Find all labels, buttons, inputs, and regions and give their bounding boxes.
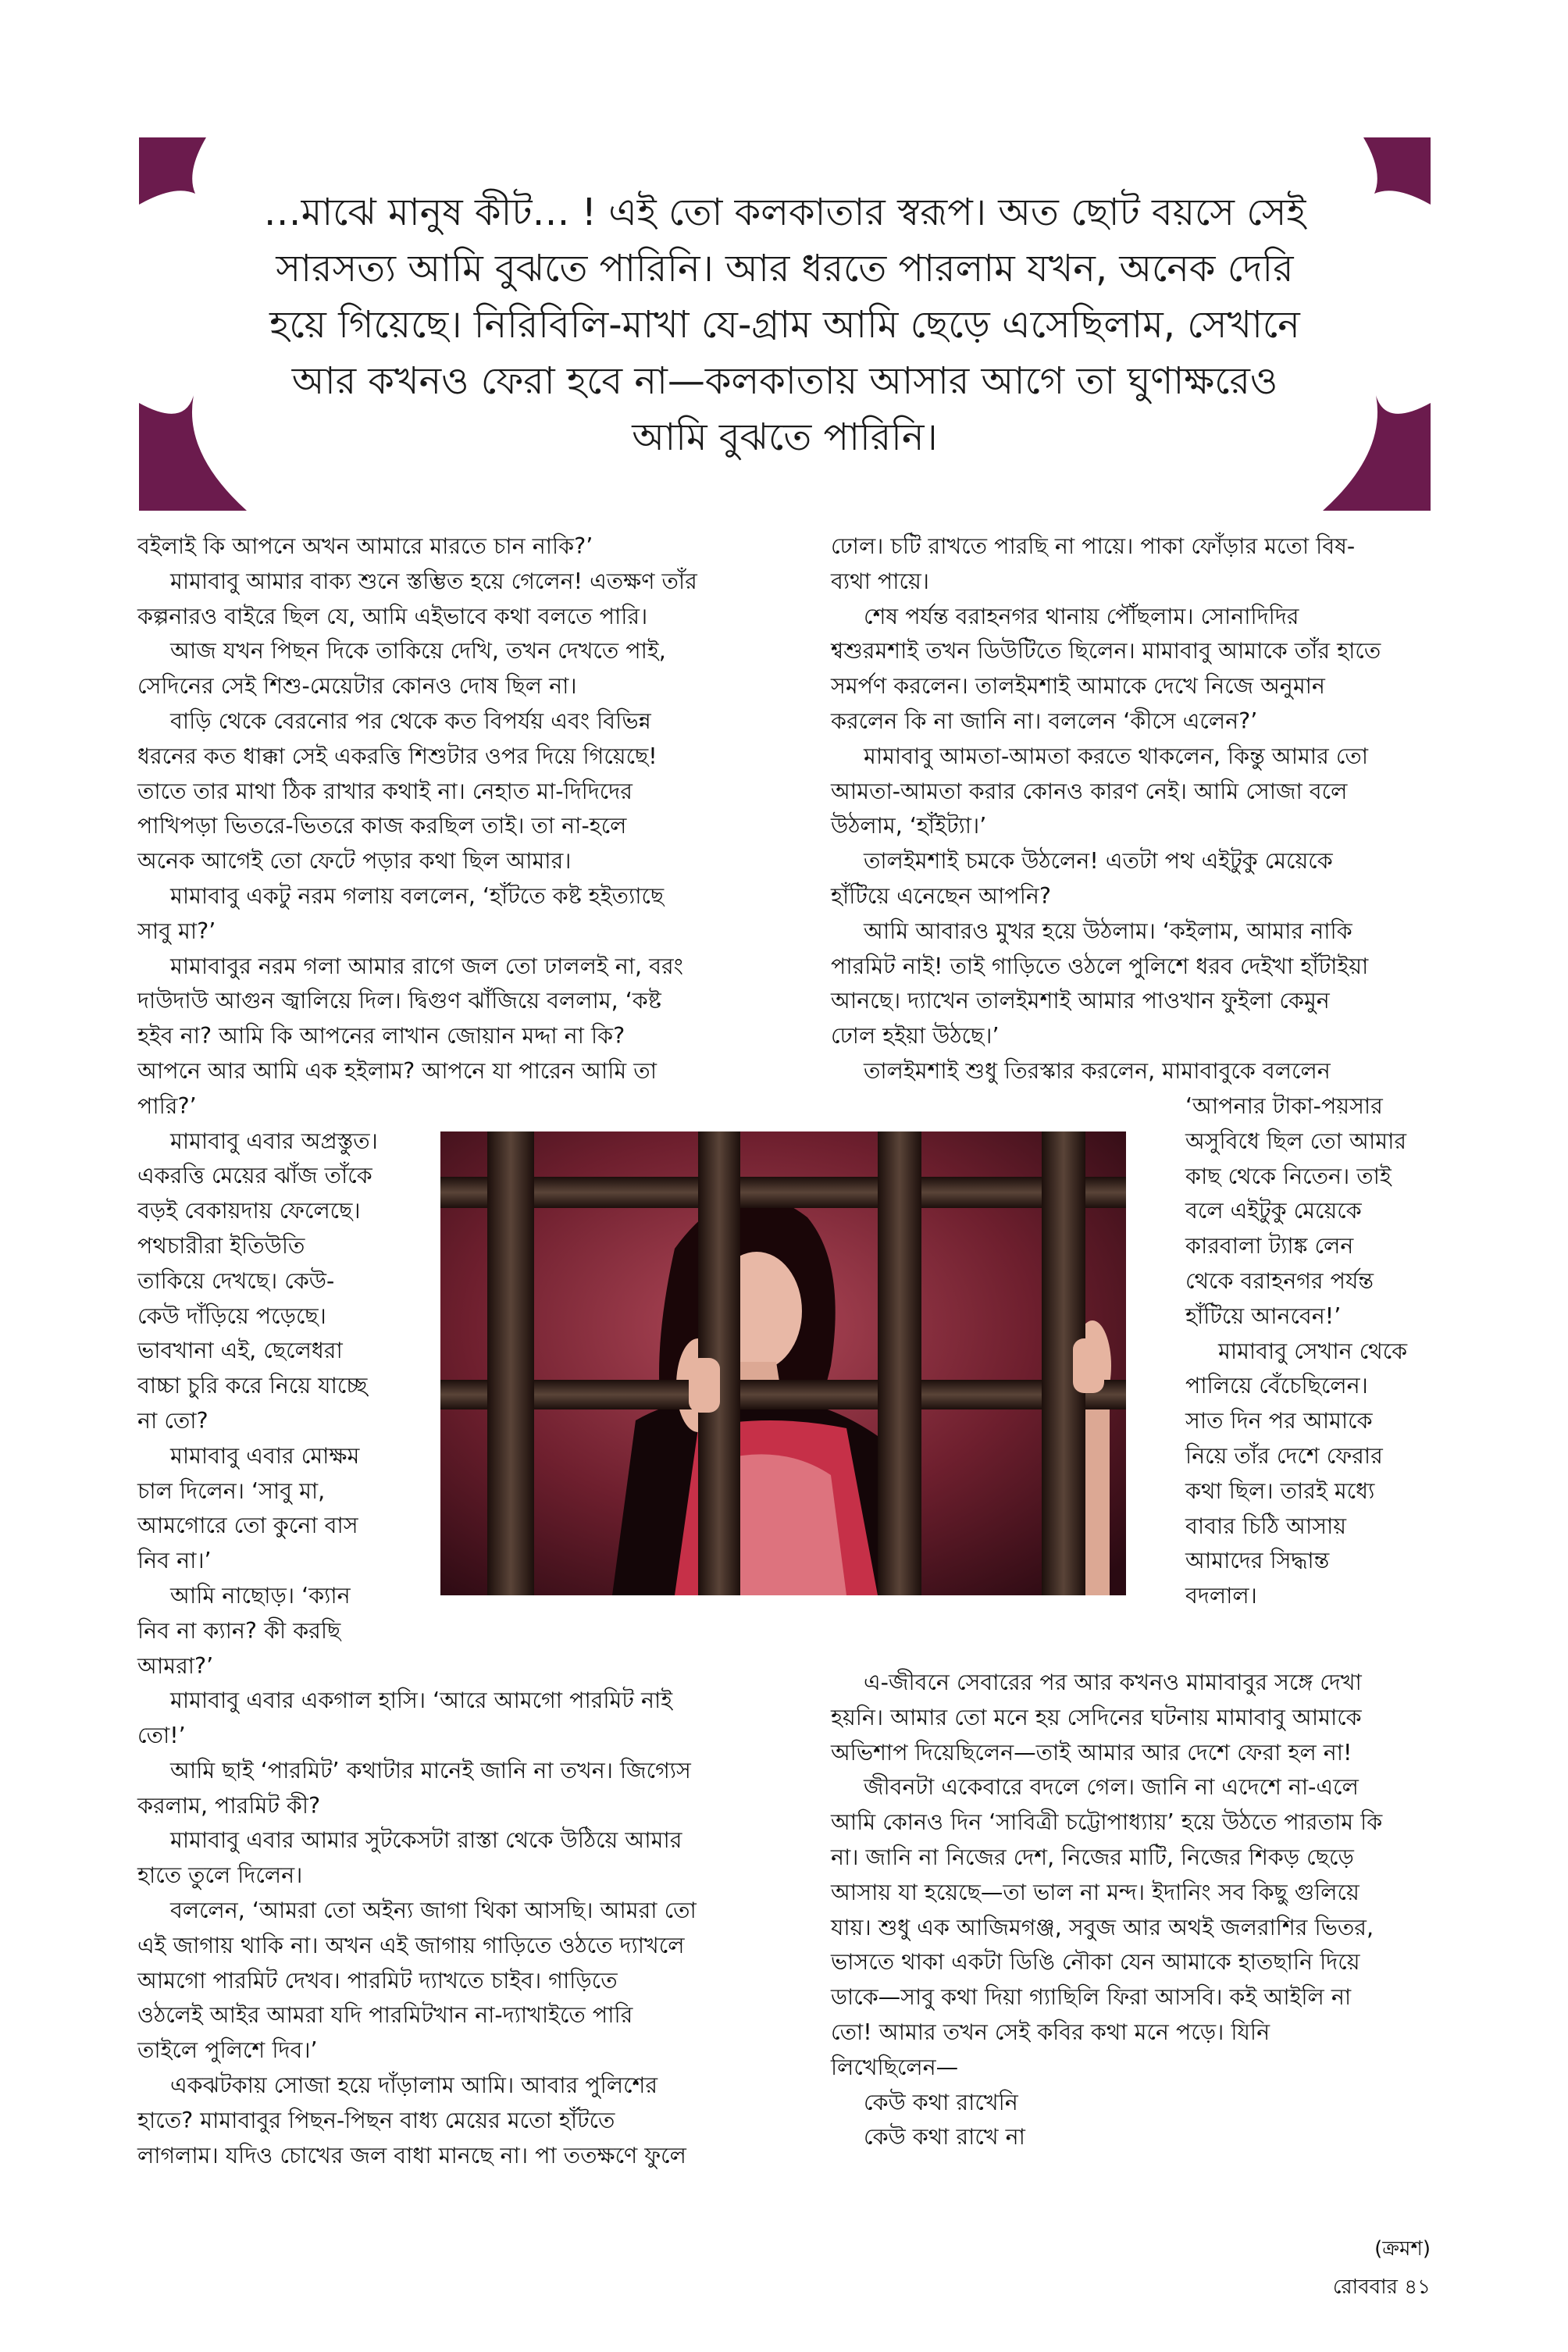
text-line: হয়নি। আমার তো মনে হয় সেদিনের ঘটনায় মামাবাবু আমাকে	[831, 1704, 1362, 1730]
text-line: বাবার চিঠি আসায়	[1185, 1513, 1347, 1539]
text-line: ঢোল। চটি রাখতে পারছি না পায়ে। পাকা ফোঁড়ার মতো বিষ-	[831, 533, 1356, 559]
text-line: একঝটকায় সোজা হয়ে দাঁড়ালাম আমি। আবার পুলিশের	[170, 2072, 658, 2099]
text-line: নিব না।’	[137, 1548, 212, 1574]
page-folio: রোববার ৪১	[1332, 2275, 1431, 2299]
text-line: মামাবাবু আমার বাক্য শুনে স্তম্ভিত হয়ে গেলেন! এতক্ষণ তাঁর	[170, 568, 697, 594]
text-line: কথা ছিল। তারই মধ্যে	[1185, 1477, 1375, 1504]
text-line: থেকে বরাহনগর পর্যন্ত	[1185, 1267, 1374, 1294]
text-line: বড়ই বেকায়দায় ফেলেছে।	[137, 1198, 361, 1224]
text-line: মামাবাবু আমতা-আমতা করতে থাকলেন, কিন্তু আমার তো	[864, 743, 1369, 769]
text-line: মামাবাবু এবার অপ্রস্তুত।	[170, 1128, 378, 1154]
text-line: বদলাল।	[1185, 1583, 1257, 1609]
text-line: আমি কোনও দিন ‘সাবিত্রী চট্টোপাধ্যায়’ হয়ে উঠতে পারতাম কি	[831, 1809, 1383, 1836]
text-line: আমতা-আমতা করার কোনও কারণ নেই। আমি সোজা বলে	[831, 778, 1348, 804]
text-line: মামাবাবু একটু নরম গলায় বললেন, ‘হাঁটতে কষ্ট হইত্যাছে	[170, 882, 665, 909]
text-line: মামাবাবু এবার মোক্ষম	[170, 1442, 360, 1469]
text-line: তাইলে পুলিশে দিব।’	[137, 2037, 318, 2064]
text-line: আজ যখন পিছন দিকে তাকিয়ে দেখি, তখন দেখতে পাই,	[170, 638, 666, 665]
text-line: লিখেছিলেন—	[831, 2054, 959, 2080]
text-line: পারি?’	[137, 1092, 197, 1119]
text-line: বাড়ি থেকে বেরনোর পর থেকে কত বিপর্যয় এবং বিভিন্ন	[170, 707, 651, 734]
continued-label: (ক্রমশ)	[1374, 2237, 1431, 2261]
right-column-lower	[831, 1666, 1440, 2155]
text-line: আপনে আর আমি এক হইলাম? আপনে যা পারেন আমি তা	[137, 1057, 657, 1084]
vertical-bar-1	[487, 1131, 534, 1595]
pull-quote-line: সারসত্য আমি বুঝতে পারিনি। আর ধরতে পারলাম যখন, অনেক দেরি	[276, 247, 1294, 290]
text-line: ডাকে—সাবু কথা দিয়া গ্যাছিলি ফিরা আসবি। কই আইলি না	[831, 1984, 1352, 2011]
text-line: কেউ দাঁড়িয়ে পড়েছে।	[137, 1303, 326, 1329]
text-line: করলেন কি না জানি না। বললেন ‘কীসে এলেন?’	[831, 707, 1258, 734]
text-line: ব্যথা পায়ে।	[831, 568, 929, 594]
pull-quote-line: আর কখনও ফেরা হবে না—কলকাতায় আসার আগে তা ঘুণাক্ষরেও	[291, 359, 1278, 403]
text-line: পথচারীরা ইতিউতি	[137, 1232, 305, 1259]
text-line: হাতে? মামাবাবুর পিছন-পিছন বাধ্য মেয়ের মতো হাঁটতে	[137, 2107, 615, 2133]
text-line: অভিশাপ দিয়েছিলেন—তাই আমার আর দেশে ফেরা হল না!	[831, 1739, 1352, 1766]
text-line: আমি নাছোড়। ‘ক্যান	[170, 1582, 351, 1609]
text-line: তালইমশাই চমকে উঠলেন! এতটা পথ এইটুকু মেয়েকে	[864, 848, 1333, 875]
text-line: চাল দিলেন। ‘সাবু মা,	[137, 1477, 326, 1504]
text-line: হইব না? আমি কি আপনের লাখান জোয়ান মদ্দা না কি?	[137, 1023, 625, 1049]
text-line: মামাবাবু এবার আমার সুটকেসটা রাস্তা থেকে উঠিয়ে আমার	[170, 1827, 682, 1854]
text-line: না তো?	[137, 1407, 208, 1434]
text-line: নিয়ে তাঁর দেশে ফেরার	[1185, 1442, 1383, 1469]
text-line: হাঁটিয়ে আনবেন!’	[1185, 1303, 1342, 1329]
right-fingers	[1073, 1338, 1104, 1393]
text-line: ভাসতে থাকা একটা ডিঙি নৌকা যেন আমাকে হাতছানি দিয়ে	[831, 1949, 1360, 1976]
text-line: আসায় যা হয়েছে—তা ভাল না মন্দ। ইদানিং সব কিছু গুলিয়ে	[831, 1879, 1360, 1905]
text-line: আমরা?’	[137, 1652, 214, 1679]
text-line: একরত্তি মেয়ের ঝাঁজ তাঁকে	[137, 1163, 372, 1189]
text-line: কাছ থেকে নিতেন। তাই	[1185, 1163, 1392, 1189]
text-line: সাবু মা?’	[137, 918, 216, 944]
horizontal-bar-middle	[440, 1380, 1126, 1409]
text-line: ধরনের কত ধাক্কা সেই একরত্তি শিশুটার ওপর দিয়ে গিয়েছে!	[137, 743, 657, 769]
text-line: শেষ পর্যন্ত বরাহনগর থানায় পৌঁছলাম। সোনাদিদির	[864, 603, 1299, 629]
text-line: বইলাই কি আপনে অখন আমারে মারতে চান নাকি?’	[137, 533, 593, 559]
text-line: পারমিট নাই! তাই গাড়িতে ওঠলে পুলিশে ধরব দেইখা হাঁটাইয়া	[831, 953, 1369, 979]
text-line: আমি ছাই ‘পারমিট’ কথাটার মানেই জানি না তখন। জিগ্যেস	[170, 1757, 691, 1784]
text-line: হাঁটিয়ে এনেছেন আপনি?	[831, 882, 1052, 909]
text-line: করলাম, পারমিট কী?	[137, 1792, 321, 1819]
text-line: ওঠলেই আইর আমরা যদি পারমিটখান না-দ্যাখাইতে পারি	[137, 2002, 633, 2029]
text-line: আমগো পারমিট দেখব। পারমিট দ্যাখতে চাইব। গাড়িতে	[137, 1967, 618, 1994]
pull-quote-line: হয়ে গিয়েছে। নিরিবিলি-মাখা যে-গ্রাম আমি ছেড়ে এসেছিলাম, সেখানে	[269, 303, 1300, 347]
text-line: যায়। শুধু এক আজিমগঞ্জ, সবুজ আর অথই জলরাশির ভিতর,	[831, 1914, 1374, 1940]
poem-line: কেউ কথা রাখেনি	[864, 2089, 1018, 2115]
text-line: আমি আবারও মুখর হয়ে উঠলাম। ‘কইলাম, আমার নাকি	[864, 918, 1352, 944]
text-line: বললেন, ‘আমরা তো অইন্য জাগা থিকা আসছি। আমরা তো	[170, 1898, 697, 1924]
text-line: লাগলাম। যদিও চোখের জল বাধা মানছে না। পা ততক্ষণে ফুলে	[137, 2142, 686, 2168]
text-line: না। জানি না নিজের দেশ, নিজের মাটি, নিজের শিকড় ছেড়ে	[831, 1844, 1354, 1870]
text-line: ঢোল হইয়া উঠছে।’	[831, 1023, 1000, 1049]
pull-quote-line: …মাঝে মানুষ কীট… ! এই তো কলকাতার স্বরূপ। অত ছোট বয়সে সেই	[263, 191, 1306, 234]
text-line: ভাবখানা এই, ছেলেধরা	[137, 1338, 343, 1364]
text-line: আমগোরে তো কুনো বাস	[137, 1513, 358, 1539]
pull-quote-line: আমি বুঝতে পারিনি।	[632, 415, 938, 459]
horizontal-bar-top	[440, 1177, 1126, 1208]
text-line: মামাবাবু সেখান থেকে	[1218, 1338, 1408, 1364]
vertical-bar-3	[878, 1131, 921, 1595]
text-line: দাউদাউ আগুন জ্বালিয়ে দিল। দ্বিগুণ ঝাঁজিয়ে বললাম, ‘কষ্ট	[137, 988, 661, 1014]
pull-quote-text	[186, 184, 1384, 465]
text-line: আমাদের সিদ্ধান্ত	[1185, 1548, 1330, 1574]
text-line: সমর্পণ করলেন। তালইমশাই আমাকে দেখে নিজে অনুমান	[831, 673, 1325, 700]
text-line: ‘আপনার টাকা-পয়সার	[1185, 1093, 1383, 1119]
text-line: উঠলাম, ‘হাঁইট্যা।’	[831, 813, 987, 839]
text-line: তালইমশাই শুধু তিরস্কার করলেন, মামাবাবুকে বললেন	[864, 1057, 1331, 1084]
text-line: জীবনটা একেবারে বদলে গেল। জানি না এদেশে না-এলে	[864, 1774, 1359, 1801]
text-line: বলে এইটুকু মেয়েকে	[1185, 1198, 1362, 1224]
text-line: অনেক আগেই তো ফেটে পড়ার কথা ছিল আমার।	[137, 848, 572, 875]
text-line: তো! আমার তখন সেই কবির কথা মনে পড়ে। যিনি	[831, 2019, 1270, 2045]
text-line: কারবালা ট্যাঙ্ক লেন	[1185, 1233, 1354, 1260]
right-column-upper	[831, 529, 1440, 1089]
text-line: আনছে। দ্যাখেন তালইমশাই আমার পাওখান ফুইলা কেমুন	[831, 988, 1330, 1014]
poem-line: কেউ কথা রাখে না	[864, 2124, 1025, 2151]
text-line: শ্বশুরমশাই তখন ডিউটিতে ছিলেন। মামাবাবু আমাকে তাঁর হাতে	[831, 638, 1381, 665]
left-fingers	[689, 1358, 720, 1413]
text-line: এই জাগায় থাকি না। অখন এই জাগায় গাড়িতে ওঠতে দ্যাখলে	[137, 1932, 685, 1958]
text-line: তাতে তার মাথা ঠিক রাখার কথাই না। নেহাত মা-দিদিদের	[137, 778, 633, 804]
text-line: বাচ্চা চুরি করে নিয়ে যাচ্ছে	[137, 1373, 368, 1399]
text-line: পাখিপড়া ভিতরে-ভিতরে কাজ করছিল তাই। তা না-হলে	[137, 813, 627, 839]
text-line: কল্পনারও বাইরে ছিল যে, আমি এইভাবে কথা বলতে পারি।	[137, 603, 648, 629]
text-line: হাতে তুলে দিলেন।	[137, 1862, 303, 1889]
jail-bars-photo	[440, 1131, 1126, 1595]
text-line: সেদিনের সেই শিশু-মেয়েটার কোনও দোষ ছিল না।	[137, 673, 577, 700]
text-line: অসুবিধে ছিল তো আমার	[1185, 1128, 1407, 1154]
text-line: পালিয়ে বেঁচেছিলেন।	[1185, 1373, 1368, 1399]
text-line: মামাবাবুর নরম গলা আমার রাগে জল তো ঢাললই না, বরং	[170, 953, 683, 979]
pull-quote-box	[139, 137, 1431, 511]
text-line: তো!’	[137, 1723, 186, 1749]
text-line: মামাবাবু এবার একগাল হাসি। ‘আরে আমগো পারমিট নাই	[170, 1687, 673, 1714]
text-line: নিব না ক্যান? কী করছি	[137, 1617, 341, 1644]
text-line: এ-জীবনে সেবারের পর আর কখনও মামাবাবুর সঙ্গে দেখা	[864, 1670, 1362, 1695]
text-line: তাকিয়ে দেখছে। কেউ-	[137, 1267, 335, 1294]
text-line: সাত দিন পর আমাকে	[1185, 1408, 1373, 1434]
right-column-wrap	[1185, 1089, 1435, 1614]
